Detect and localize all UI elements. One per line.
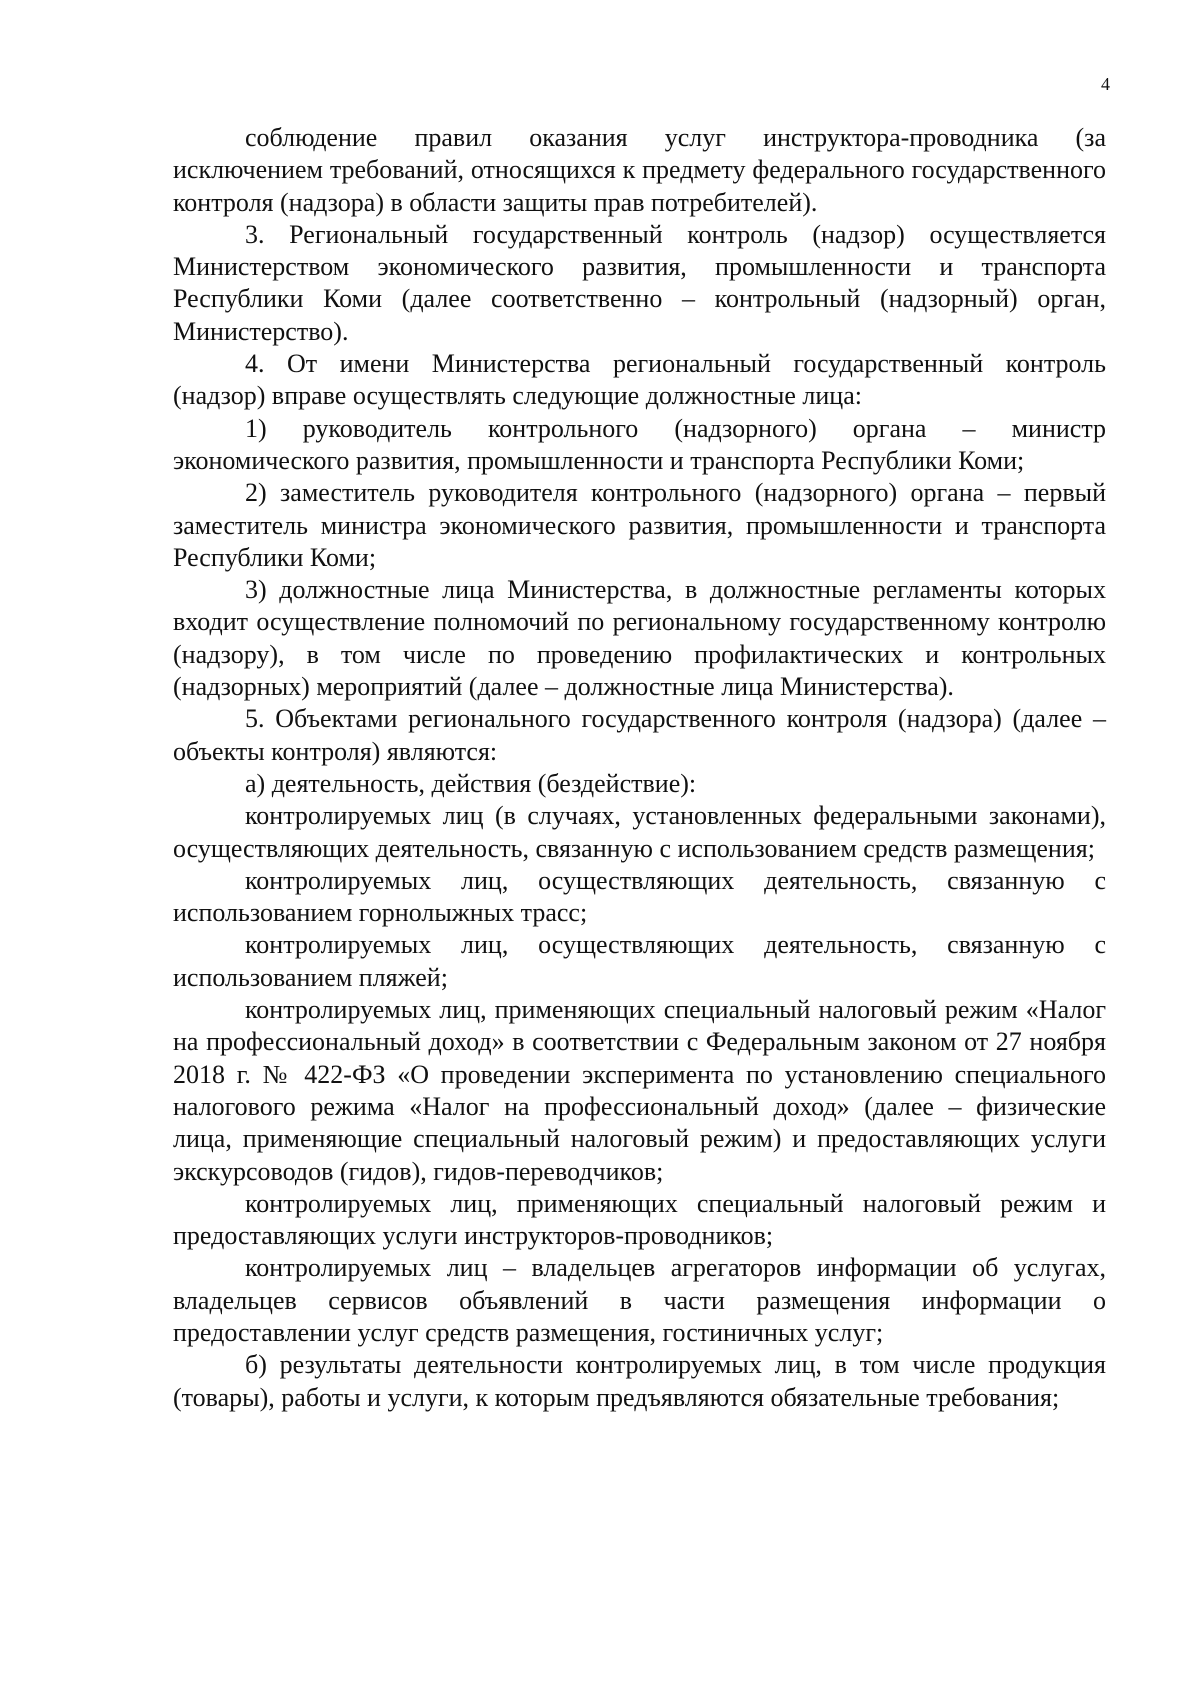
paragraph-4: 4. От имени Министерства региональный государственный контроль (надзор) вправе осуществлять следующие должностные лица: (173, 349, 1106, 411)
list-item-b: б) результаты деятельности контролируемых лиц, в том числе продукция (товары), работы и услуги, к которым предъявляются обязательные требования; (173, 1350, 1106, 1412)
paragraph-3: 3. Региональный государственный контроль (надзор) осуществляется Министерством экономического развития, промышленности и транспорта Республики Коми (далее соответственно – контрольный (надзорный) орган, Министерство). (173, 219, 1106, 346)
sub-item-aggregators: контролируемых лиц – владельцев агрегаторов информации об услугах, владельцев сервисов объявлений в части размещения информации о предоставлении услуг средств размещения, гостиничных услуг; (173, 1253, 1106, 1347)
list-item-a: а) деятельность, действия (бездействие): (245, 768, 697, 798)
sub-item-ski-trails: контролируемых лиц, осуществляющих деятельность, связанную с использованием горнолыжных трасс; (173, 865, 1106, 928)
list-item-1: 1) руководитель контрольного (надзорного) органа – министр экономического развития, промышленности и транспорта Республики Коми; (173, 413, 1106, 475)
list-item-3: 3) должностные лица Министерства, в должностные регламенты которых входит осуществление полномочий по региональному государственному контролю (надзору), в том числе по проведению профилактических и контрольных (надзорных) мероприятий (далее – должностные лица Министерства). (173, 575, 1106, 702)
sub-item-accommodation: контролируемых лиц (в случаях, установленных федеральными законами), осуществляющих деятельность, связанную с использованием средств размещения; (173, 801, 1106, 863)
paragraph-5: 5. Объектами регионального государственного контроля (надзора) (далее – объекты контроля) являются: (173, 704, 1106, 766)
sub-item-instructors: контролируемых лиц, применяющих специальный налоговый режим и предоставляющих услуги инструкторов-проводников; (173, 1188, 1106, 1251)
list-item-2: 2) заместитель руководителя контрольного (надзорного) органа – первый заместитель министра экономического развития, промышленности и транспорта Республики Коми; (173, 478, 1106, 572)
sub-item-guides: контролируемых лиц, применяющих специальный налоговый режим «Налог на профессиональный доход» в соответствии с Федеральным законом от 27 ноября 2018 г. № 422-ФЗ «О проведении эксперимента по установлению специального налогового режима «Налог на профессиональный доход» (далее – физические лица, применяющие специальный налоговый режим) и предоставляющих услуги экскурсоводов (гидов), гидов-переводчиков; (173, 995, 1106, 1186)
paragraph-intro: соблюдение правил оказания услуг инструктора-проводника (за исключением требований, относящихся к предмету федерального государственного контроля (надзора) в области защиты прав потребителей). (173, 123, 1106, 217)
sub-item-beaches: контролируемых лиц, осуществляющих деятельность, связанную с использованием пляжей; (173, 930, 1106, 992)
document-body (173, 122, 1106, 1414)
page-number: 4 (1101, 74, 1110, 94)
